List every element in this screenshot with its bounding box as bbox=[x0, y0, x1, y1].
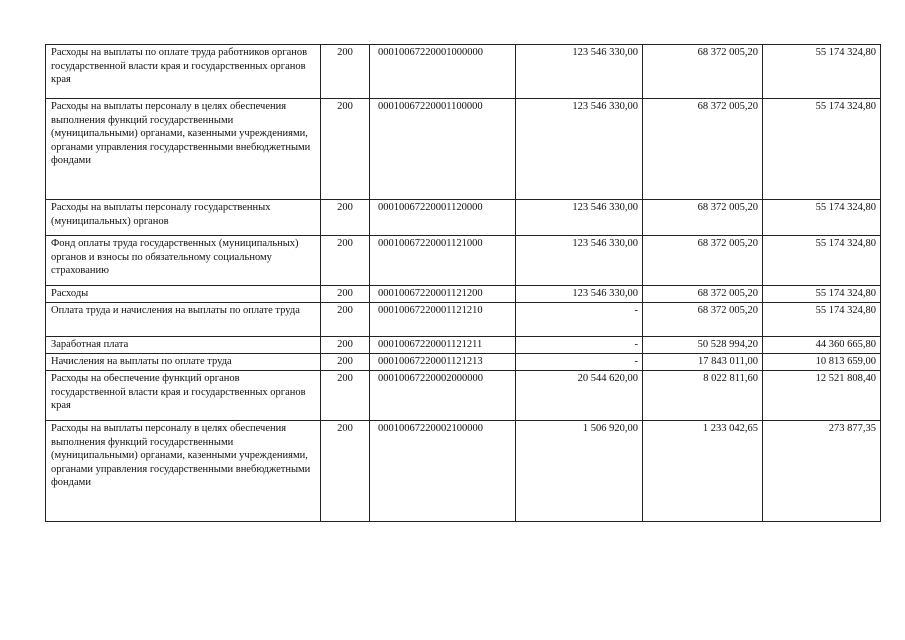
row-budget-code-cell: 00010067220001121210 bbox=[370, 303, 516, 337]
row-budget-code-cell: 00010067220001121000 bbox=[370, 236, 516, 286]
row-budget-code-cell: 00010067220001100000 bbox=[370, 99, 516, 200]
row-budget-code-cell: 00010067220001121213 bbox=[370, 354, 516, 371]
row-line-code-cell: 200 bbox=[321, 337, 370, 354]
row-line-code-cell: 200 bbox=[321, 303, 370, 337]
row-approved-cell: 123 546 330,00 bbox=[516, 286, 643, 303]
row-approved-cell: - bbox=[516, 354, 643, 371]
row-executed-cell: 68 372 005,20 bbox=[643, 236, 763, 286]
row-unexecuted-cell: 55 174 324,80 bbox=[763, 303, 881, 337]
row-budget-code-cell: 00010067220002000000 bbox=[370, 371, 516, 421]
row-line-code-cell: 200 bbox=[321, 200, 370, 236]
row-name-cell: Расходы на обеспечение функций органов государственной власти края и государственных органов края bbox=[46, 371, 321, 421]
row-unexecuted-cell: 55 174 324,80 bbox=[763, 99, 881, 200]
row-line-code-cell: 200 bbox=[321, 354, 370, 371]
budget-execution-table bbox=[45, 44, 881, 522]
row-executed-cell: 50 528 994,20 bbox=[643, 337, 763, 354]
row-unexecuted-cell: 273 877,35 bbox=[763, 421, 881, 522]
row-unexecuted-cell: 12 521 808,40 bbox=[763, 371, 881, 421]
row-executed-cell: 8 022 811,60 bbox=[643, 371, 763, 421]
table-row bbox=[46, 371, 881, 421]
row-name-cell: Начисления на выплаты по оплате труда bbox=[46, 354, 321, 371]
table-row bbox=[46, 200, 881, 236]
row-name-cell: Заработная плата bbox=[46, 337, 321, 354]
row-line-code-cell: 200 bbox=[321, 286, 370, 303]
row-approved-cell: 1 506 920,00 bbox=[516, 421, 643, 522]
table-row bbox=[46, 354, 881, 371]
row-name-cell: Оплата труда и начисления на выплаты по оплате труда bbox=[46, 303, 321, 337]
row-name-cell: Расходы на выплаты персоналу в целях обеспечения выполнения функций государственными (муниципальными) органами, казенными учреждениями, органами управления государственными внебюджетными фондами bbox=[46, 99, 321, 200]
row-executed-cell: 68 372 005,20 bbox=[643, 286, 763, 303]
row-unexecuted-cell: 55 174 324,80 bbox=[763, 45, 881, 99]
row-approved-cell: - bbox=[516, 337, 643, 354]
row-approved-cell: 123 546 330,00 bbox=[516, 45, 643, 99]
row-line-code-cell: 200 bbox=[321, 421, 370, 522]
row-unexecuted-cell: 55 174 324,80 bbox=[763, 236, 881, 286]
table-row bbox=[46, 45, 881, 99]
row-executed-cell: 1 233 042,65 bbox=[643, 421, 763, 522]
row-unexecuted-cell: 44 360 665,80 bbox=[763, 337, 881, 354]
table-row bbox=[46, 421, 881, 522]
row-line-code-cell: 200 bbox=[321, 236, 370, 286]
table-row bbox=[46, 303, 881, 337]
table-row bbox=[46, 337, 881, 354]
row-budget-code-cell: 00010067220001000000 bbox=[370, 45, 516, 99]
row-executed-cell: 68 372 005,20 bbox=[643, 303, 763, 337]
row-executed-cell: 68 372 005,20 bbox=[643, 200, 763, 236]
row-approved-cell: - bbox=[516, 303, 643, 337]
row-name-cell: Расходы на выплаты по оплате труда работников органов государственной власти края и государственных органов края bbox=[46, 45, 321, 99]
row-approved-cell: 123 546 330,00 bbox=[516, 200, 643, 236]
table-row bbox=[46, 99, 881, 200]
row-approved-cell: 20 544 620,00 bbox=[516, 371, 643, 421]
row-line-code-cell: 200 bbox=[321, 45, 370, 99]
row-name-cell: Расходы bbox=[46, 286, 321, 303]
row-unexecuted-cell: 10 813 659,00 bbox=[763, 354, 881, 371]
row-approved-cell: 123 546 330,00 bbox=[516, 99, 643, 200]
row-budget-code-cell: 00010067220001120000 bbox=[370, 200, 516, 236]
row-budget-code-cell: 00010067220001121200 bbox=[370, 286, 516, 303]
table-body bbox=[46, 45, 881, 522]
row-unexecuted-cell: 55 174 324,80 bbox=[763, 200, 881, 236]
table-row bbox=[46, 236, 881, 286]
row-executed-cell: 68 372 005,20 bbox=[643, 45, 763, 99]
row-budget-code-cell: 00010067220001121211 bbox=[370, 337, 516, 354]
row-name-cell: Расходы на выплаты персоналу государственных (муниципальных) органов bbox=[46, 200, 321, 236]
row-budget-code-cell: 00010067220002100000 bbox=[370, 421, 516, 522]
row-line-code-cell: 200 bbox=[321, 99, 370, 200]
row-name-cell: Расходы на выплаты персоналу в целях обеспечения выполнения функций государственными (муниципальными) органами, казенными учреждениями, органами управления государственными внебюджетными фондами bbox=[46, 421, 321, 522]
table-row bbox=[46, 286, 881, 303]
row-name-cell: Фонд оплаты труда государственных (муниципальных) органов и взносы по обязательному социальному страхованию bbox=[46, 236, 321, 286]
row-executed-cell: 68 372 005,20 bbox=[643, 99, 763, 200]
row-line-code-cell: 200 bbox=[321, 371, 370, 421]
row-approved-cell: 123 546 330,00 bbox=[516, 236, 643, 286]
row-unexecuted-cell: 55 174 324,80 bbox=[763, 286, 881, 303]
row-executed-cell: 17 843 011,00 bbox=[643, 354, 763, 371]
